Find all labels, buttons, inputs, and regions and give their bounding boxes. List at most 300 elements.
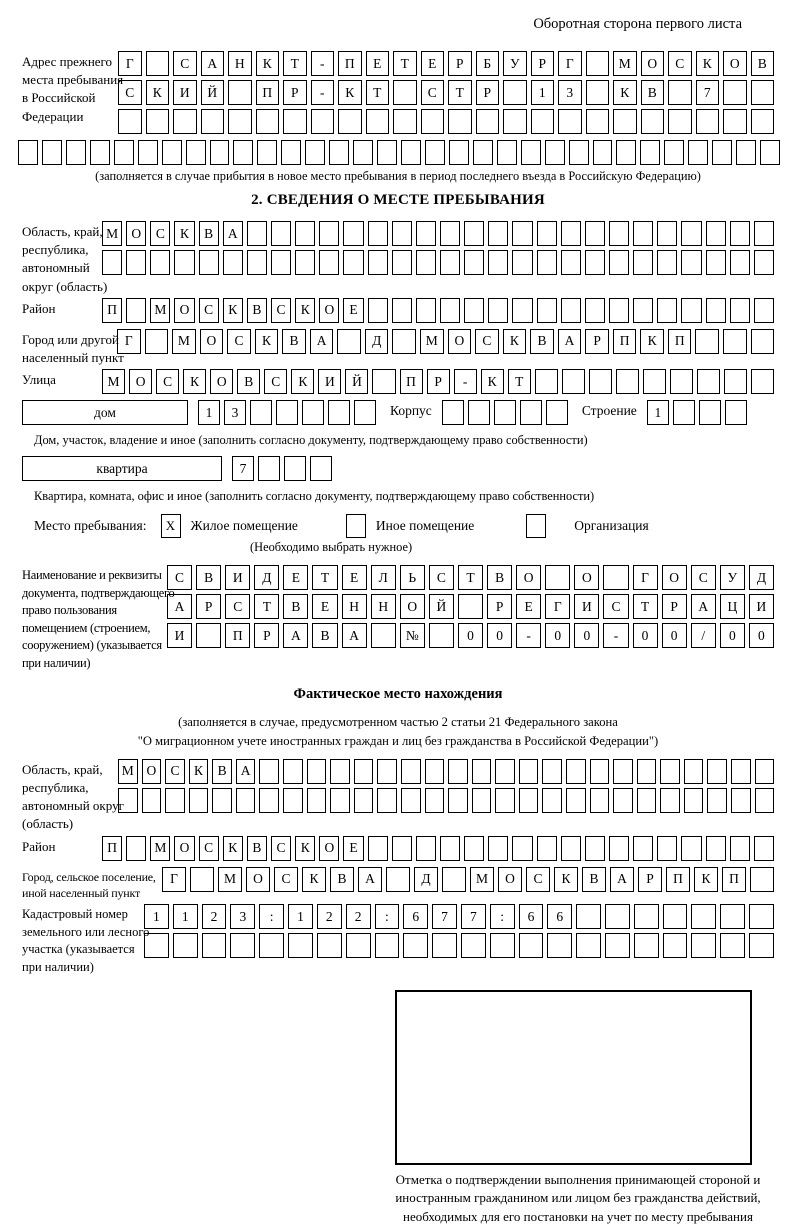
char-cell[interactable]: С bbox=[225, 594, 250, 619]
char-cell[interactable] bbox=[760, 140, 780, 165]
char-cell[interactable] bbox=[586, 51, 610, 76]
char-cell[interactable] bbox=[416, 836, 436, 861]
char-cell[interactable] bbox=[697, 369, 720, 394]
char-cell[interactable]: К bbox=[481, 369, 504, 394]
char-cell[interactable] bbox=[473, 140, 493, 165]
char-cell[interactable]: Е bbox=[343, 836, 363, 861]
char-cell[interactable] bbox=[695, 329, 719, 354]
char-cell[interactable] bbox=[660, 759, 680, 784]
char-cell[interactable] bbox=[259, 933, 284, 958]
char-cell[interactable]: С bbox=[264, 369, 287, 394]
char-cell[interactable] bbox=[490, 933, 515, 958]
char-cell[interactable] bbox=[114, 140, 134, 165]
char-cell[interactable] bbox=[545, 565, 570, 590]
char-cell[interactable] bbox=[755, 759, 775, 784]
char-cell[interactable] bbox=[346, 933, 371, 958]
char-cell[interactable] bbox=[684, 788, 704, 813]
char-cell[interactable]: А bbox=[236, 759, 256, 784]
char-cell[interactable] bbox=[337, 329, 361, 354]
char-cell[interactable]: Н bbox=[342, 594, 367, 619]
char-cell[interactable] bbox=[663, 904, 688, 929]
char-cell[interactable]: Й bbox=[201, 80, 225, 105]
char-cell[interactable]: М bbox=[102, 221, 122, 246]
char-cell[interactable] bbox=[681, 250, 701, 275]
char-cell[interactable] bbox=[512, 250, 532, 275]
char-cell[interactable] bbox=[668, 80, 692, 105]
char-cell[interactable]: Й bbox=[429, 594, 454, 619]
char-cell[interactable]: С bbox=[165, 759, 185, 784]
char-cell[interactable] bbox=[90, 140, 110, 165]
char-cell[interactable]: Н bbox=[228, 51, 252, 76]
char-cell[interactable]: Р bbox=[283, 80, 307, 105]
char-cell[interactable] bbox=[706, 250, 726, 275]
char-cell[interactable]: 7 bbox=[696, 80, 720, 105]
char-cell[interactable]: М bbox=[470, 867, 494, 892]
char-cell[interactable] bbox=[643, 369, 666, 394]
char-cell[interactable] bbox=[731, 788, 751, 813]
char-cell[interactable] bbox=[558, 109, 582, 134]
char-cell[interactable] bbox=[416, 221, 436, 246]
char-cell[interactable] bbox=[589, 369, 612, 394]
char-cell[interactable] bbox=[754, 250, 774, 275]
char-cell[interactable]: В bbox=[212, 759, 232, 784]
char-cell[interactable] bbox=[576, 933, 601, 958]
char-cell[interactable] bbox=[657, 836, 677, 861]
char-cell[interactable] bbox=[210, 140, 230, 165]
char-cell[interactable] bbox=[338, 109, 362, 134]
char-cell[interactable] bbox=[754, 836, 774, 861]
char-cell[interactable]: - bbox=[311, 51, 335, 76]
char-cell[interactable] bbox=[448, 788, 468, 813]
char-cell[interactable] bbox=[688, 140, 708, 165]
char-cell[interactable] bbox=[174, 250, 194, 275]
char-cell[interactable] bbox=[66, 140, 86, 165]
char-cell[interactable] bbox=[707, 759, 727, 784]
char-cell[interactable]: Т bbox=[283, 51, 307, 76]
char-cell[interactable] bbox=[202, 933, 227, 958]
char-cell[interactable]: К bbox=[338, 80, 362, 105]
char-cell[interactable]: К bbox=[554, 867, 578, 892]
char-cell[interactable] bbox=[730, 250, 750, 275]
char-cell[interactable] bbox=[464, 298, 484, 323]
char-cell[interactable]: Т bbox=[254, 594, 279, 619]
char-cell[interactable]: С bbox=[274, 867, 298, 892]
char-cell[interactable] bbox=[271, 221, 291, 246]
char-cell[interactable] bbox=[603, 565, 628, 590]
char-cell[interactable]: И bbox=[574, 594, 599, 619]
char-cell[interactable]: С bbox=[668, 51, 692, 76]
char-cell[interactable]: И bbox=[225, 565, 250, 590]
char-cell[interactable]: Г bbox=[545, 594, 570, 619]
char-cell[interactable]: Г bbox=[117, 329, 141, 354]
char-cell[interactable] bbox=[633, 221, 653, 246]
char-cell[interactable]: 0 bbox=[487, 623, 512, 648]
char-cell[interactable]: В bbox=[751, 51, 775, 76]
char-cell[interactable]: П bbox=[102, 298, 122, 323]
char-cell[interactable] bbox=[561, 221, 581, 246]
char-cell[interactable] bbox=[250, 400, 272, 425]
char-cell[interactable]: С bbox=[167, 565, 192, 590]
char-cell[interactable]: М bbox=[102, 369, 125, 394]
char-cell[interactable]: Р bbox=[662, 594, 687, 619]
char-cell[interactable] bbox=[377, 140, 397, 165]
char-cell[interactable] bbox=[146, 109, 170, 134]
char-cell[interactable] bbox=[138, 140, 158, 165]
char-cell[interactable] bbox=[375, 933, 400, 958]
char-cell[interactable]: Ь bbox=[400, 565, 425, 590]
char-cell[interactable]: А bbox=[691, 594, 716, 619]
char-cell[interactable]: Д bbox=[254, 565, 279, 590]
char-cell[interactable]: В bbox=[530, 329, 554, 354]
char-cell[interactable]: У bbox=[503, 51, 527, 76]
char-cell[interactable] bbox=[228, 80, 252, 105]
char-cell[interactable] bbox=[633, 298, 653, 323]
char-cell[interactable]: К bbox=[613, 80, 637, 105]
char-cell[interactable] bbox=[535, 369, 558, 394]
char-cell[interactable] bbox=[537, 221, 557, 246]
char-cell[interactable]: Т bbox=[448, 80, 472, 105]
char-cell[interactable]: Е bbox=[283, 565, 308, 590]
char-cell[interactable] bbox=[354, 400, 376, 425]
char-cell[interactable] bbox=[512, 221, 532, 246]
char-cell[interactable]: Й bbox=[345, 369, 368, 394]
char-cell[interactable] bbox=[585, 221, 605, 246]
char-cell[interactable]: А bbox=[283, 623, 308, 648]
char-cell[interactable]: Р bbox=[487, 594, 512, 619]
char-cell[interactable] bbox=[305, 140, 325, 165]
char-cell[interactable]: Е bbox=[421, 51, 445, 76]
char-cell[interactable] bbox=[421, 109, 445, 134]
char-cell[interactable]: 1 bbox=[173, 904, 198, 929]
char-cell[interactable] bbox=[353, 140, 373, 165]
char-cell[interactable]: К bbox=[295, 836, 315, 861]
char-cell[interactable]: К bbox=[291, 369, 314, 394]
char-cell[interactable] bbox=[228, 109, 252, 134]
stay-type-checkbox-organization[interactable] bbox=[526, 514, 546, 538]
char-cell[interactable] bbox=[201, 109, 225, 134]
char-cell[interactable]: П bbox=[722, 867, 746, 892]
char-cell[interactable] bbox=[590, 759, 610, 784]
char-cell[interactable] bbox=[223, 250, 243, 275]
char-cell[interactable] bbox=[440, 221, 460, 246]
char-cell[interactable] bbox=[233, 140, 253, 165]
char-cell[interactable]: О bbox=[126, 221, 146, 246]
char-cell[interactable] bbox=[569, 140, 589, 165]
char-cell[interactable]: С bbox=[603, 594, 628, 619]
char-cell[interactable] bbox=[247, 221, 267, 246]
char-cell[interactable]: П bbox=[338, 51, 362, 76]
char-cell[interactable] bbox=[681, 298, 701, 323]
char-cell[interactable] bbox=[392, 221, 412, 246]
char-cell[interactable]: Е bbox=[312, 594, 337, 619]
char-cell[interactable] bbox=[519, 933, 544, 958]
char-cell[interactable]: 1 bbox=[288, 904, 313, 929]
char-cell[interactable] bbox=[283, 759, 303, 784]
char-cell[interactable] bbox=[537, 298, 557, 323]
char-cell[interactable]: Р bbox=[427, 369, 450, 394]
char-cell[interactable] bbox=[531, 109, 555, 134]
char-cell[interactable]: К bbox=[694, 867, 718, 892]
char-cell[interactable]: К bbox=[295, 298, 315, 323]
char-cell[interactable] bbox=[468, 400, 490, 425]
char-cell[interactable]: О bbox=[516, 565, 541, 590]
char-cell[interactable] bbox=[368, 221, 388, 246]
char-cell[interactable]: К bbox=[146, 80, 170, 105]
char-cell[interactable]: Е bbox=[366, 51, 390, 76]
char-cell[interactable] bbox=[343, 250, 363, 275]
char-cell[interactable]: И bbox=[749, 594, 774, 619]
char-cell[interactable]: О bbox=[174, 836, 194, 861]
char-cell[interactable] bbox=[199, 250, 219, 275]
char-cell[interactable]: Т bbox=[393, 51, 417, 76]
char-cell[interactable] bbox=[736, 140, 756, 165]
char-cell[interactable] bbox=[512, 836, 532, 861]
char-cell[interactable] bbox=[616, 140, 636, 165]
char-cell[interactable] bbox=[283, 109, 307, 134]
char-cell[interactable]: О bbox=[662, 565, 687, 590]
char-cell[interactable]: О bbox=[319, 298, 339, 323]
char-cell[interactable]: 3 bbox=[230, 904, 255, 929]
char-cell[interactable] bbox=[368, 250, 388, 275]
char-cell[interactable]: С bbox=[429, 565, 454, 590]
char-cell[interactable] bbox=[295, 221, 315, 246]
char-cell[interactable] bbox=[449, 140, 469, 165]
char-cell[interactable]: Р bbox=[476, 80, 500, 105]
char-cell[interactable] bbox=[605, 933, 630, 958]
char-cell[interactable] bbox=[42, 140, 62, 165]
char-cell[interactable] bbox=[706, 221, 726, 246]
char-cell[interactable]: В bbox=[330, 867, 354, 892]
char-cell[interactable] bbox=[212, 788, 232, 813]
char-cell[interactable] bbox=[537, 250, 557, 275]
char-cell[interactable]: К bbox=[696, 51, 720, 76]
char-cell[interactable] bbox=[609, 250, 629, 275]
char-cell[interactable] bbox=[670, 369, 693, 394]
char-cell[interactable] bbox=[657, 221, 677, 246]
char-cell[interactable] bbox=[464, 221, 484, 246]
char-cell[interactable]: 0 bbox=[545, 623, 570, 648]
char-cell[interactable] bbox=[102, 250, 122, 275]
char-cell[interactable]: Т bbox=[366, 80, 390, 105]
char-cell[interactable]: 2 bbox=[346, 904, 371, 929]
char-cell[interactable] bbox=[691, 904, 716, 929]
char-cell[interactable] bbox=[561, 836, 581, 861]
char-cell[interactable]: : bbox=[490, 904, 515, 929]
char-cell[interactable] bbox=[186, 140, 206, 165]
char-cell[interactable]: О bbox=[574, 565, 599, 590]
char-cell[interactable]: Д bbox=[365, 329, 389, 354]
char-cell[interactable] bbox=[307, 788, 327, 813]
char-cell[interactable] bbox=[613, 109, 637, 134]
char-cell[interactable] bbox=[664, 140, 684, 165]
char-cell[interactable] bbox=[283, 788, 303, 813]
char-cell[interactable]: Ц bbox=[720, 594, 745, 619]
char-cell[interactable] bbox=[546, 400, 568, 425]
char-cell[interactable] bbox=[723, 109, 747, 134]
char-cell[interactable] bbox=[488, 836, 508, 861]
char-cell[interactable]: В bbox=[582, 867, 606, 892]
char-cell[interactable]: - bbox=[516, 623, 541, 648]
char-cell[interactable] bbox=[633, 836, 653, 861]
char-cell[interactable] bbox=[613, 788, 633, 813]
char-cell[interactable] bbox=[512, 298, 532, 323]
char-cell[interactable] bbox=[442, 867, 466, 892]
char-cell[interactable] bbox=[276, 400, 298, 425]
char-cell[interactable] bbox=[256, 109, 280, 134]
char-cell[interactable] bbox=[319, 221, 339, 246]
char-cell[interactable] bbox=[730, 298, 750, 323]
char-cell[interactable] bbox=[190, 867, 214, 892]
char-cell[interactable] bbox=[520, 400, 542, 425]
char-cell[interactable] bbox=[593, 140, 613, 165]
char-cell[interactable] bbox=[754, 298, 774, 323]
char-cell[interactable] bbox=[401, 140, 421, 165]
char-cell[interactable]: Д bbox=[414, 867, 438, 892]
char-cell[interactable]: А bbox=[167, 594, 192, 619]
char-cell[interactable] bbox=[173, 933, 198, 958]
char-cell[interactable] bbox=[542, 759, 562, 784]
char-cell[interactable] bbox=[448, 109, 472, 134]
char-cell[interactable]: 0 bbox=[662, 623, 687, 648]
char-cell[interactable] bbox=[372, 369, 395, 394]
char-cell[interactable]: 6 bbox=[403, 904, 428, 929]
char-cell[interactable] bbox=[173, 109, 197, 134]
char-cell[interactable] bbox=[393, 80, 417, 105]
char-cell[interactable] bbox=[754, 221, 774, 246]
char-cell[interactable] bbox=[724, 369, 747, 394]
char-cell[interactable] bbox=[637, 759, 657, 784]
char-cell[interactable]: 2 bbox=[317, 904, 342, 929]
char-cell[interactable] bbox=[401, 759, 421, 784]
char-cell[interactable]: Е bbox=[516, 594, 541, 619]
char-cell[interactable]: Г bbox=[118, 51, 142, 76]
char-cell[interactable] bbox=[311, 109, 335, 134]
char-cell[interactable] bbox=[295, 250, 315, 275]
char-cell[interactable] bbox=[329, 140, 349, 165]
char-cell[interactable] bbox=[458, 594, 483, 619]
char-cell[interactable] bbox=[699, 400, 721, 425]
char-cell[interactable] bbox=[144, 933, 169, 958]
char-cell[interactable]: У bbox=[720, 565, 745, 590]
char-cell[interactable]: М bbox=[172, 329, 196, 354]
char-cell[interactable] bbox=[634, 904, 659, 929]
char-cell[interactable] bbox=[247, 250, 267, 275]
char-cell[interactable] bbox=[725, 400, 747, 425]
char-cell[interactable] bbox=[377, 759, 397, 784]
char-cell[interactable] bbox=[392, 329, 416, 354]
char-cell[interactable] bbox=[354, 788, 374, 813]
char-cell[interactable] bbox=[731, 759, 751, 784]
char-cell[interactable]: С bbox=[118, 80, 142, 105]
char-cell[interactable]: 7 bbox=[432, 904, 457, 929]
char-cell[interactable] bbox=[751, 80, 775, 105]
char-cell[interactable] bbox=[609, 221, 629, 246]
char-cell[interactable]: К bbox=[174, 221, 194, 246]
char-cell[interactable] bbox=[310, 456, 332, 481]
char-cell[interactable] bbox=[585, 836, 605, 861]
char-cell[interactable] bbox=[162, 140, 182, 165]
char-cell[interactable]: С bbox=[271, 298, 291, 323]
char-cell[interactable]: 1 bbox=[198, 400, 220, 425]
char-cell[interactable]: А bbox=[223, 221, 243, 246]
char-cell[interactable] bbox=[343, 221, 363, 246]
char-cell[interactable] bbox=[118, 109, 142, 134]
char-cell[interactable] bbox=[586, 109, 610, 134]
char-cell[interactable]: А bbox=[201, 51, 225, 76]
char-cell[interactable]: О bbox=[448, 329, 472, 354]
char-cell[interactable]: С bbox=[199, 298, 219, 323]
char-cell[interactable]: В bbox=[282, 329, 306, 354]
char-cell[interactable]: Т bbox=[458, 565, 483, 590]
char-cell[interactable] bbox=[259, 759, 279, 784]
char-cell[interactable]: С bbox=[173, 51, 197, 76]
char-cell[interactable]: М bbox=[118, 759, 138, 784]
char-cell[interactable] bbox=[749, 904, 774, 929]
char-cell[interactable] bbox=[519, 759, 539, 784]
char-cell[interactable]: В bbox=[247, 836, 267, 861]
char-cell[interactable]: 1 bbox=[144, 904, 169, 929]
char-cell[interactable] bbox=[464, 250, 484, 275]
char-cell[interactable]: Р bbox=[254, 623, 279, 648]
char-cell[interactable]: 0 bbox=[633, 623, 658, 648]
char-cell[interactable] bbox=[368, 836, 388, 861]
char-cell[interactable] bbox=[605, 904, 630, 929]
char-cell[interactable]: Р bbox=[196, 594, 221, 619]
char-cell[interactable] bbox=[328, 400, 350, 425]
char-cell[interactable] bbox=[633, 250, 653, 275]
char-cell[interactable] bbox=[230, 933, 255, 958]
char-cell[interactable] bbox=[634, 933, 659, 958]
char-cell[interactable] bbox=[145, 329, 169, 354]
char-cell[interactable] bbox=[521, 140, 541, 165]
char-cell[interactable]: 0 bbox=[574, 623, 599, 648]
char-cell[interactable]: О bbox=[246, 867, 270, 892]
char-cell[interactable] bbox=[609, 298, 629, 323]
char-cell[interactable] bbox=[440, 250, 460, 275]
char-cell[interactable] bbox=[271, 250, 291, 275]
char-cell[interactable]: Д bbox=[749, 565, 774, 590]
char-cell[interactable]: О bbox=[498, 867, 522, 892]
char-cell[interactable] bbox=[472, 759, 492, 784]
char-cell[interactable]: К bbox=[503, 329, 527, 354]
char-cell[interactable]: Г bbox=[558, 51, 582, 76]
char-cell[interactable] bbox=[416, 250, 436, 275]
char-cell[interactable]: С bbox=[526, 867, 550, 892]
char-cell[interactable] bbox=[288, 933, 313, 958]
char-cell[interactable]: П bbox=[666, 867, 690, 892]
char-cell[interactable]: Т bbox=[508, 369, 531, 394]
char-cell[interactable] bbox=[637, 788, 657, 813]
char-cell[interactable]: Г bbox=[162, 867, 186, 892]
char-cell[interactable] bbox=[684, 759, 704, 784]
char-cell[interactable] bbox=[429, 623, 454, 648]
char-cell[interactable] bbox=[707, 788, 727, 813]
char-cell[interactable]: П bbox=[613, 329, 637, 354]
char-cell[interactable]: С bbox=[199, 836, 219, 861]
char-cell[interactable]: 0 bbox=[720, 623, 745, 648]
char-cell[interactable] bbox=[691, 933, 716, 958]
char-cell[interactable]: Г bbox=[633, 565, 658, 590]
char-cell[interactable] bbox=[142, 788, 162, 813]
char-cell[interactable]: / bbox=[691, 623, 716, 648]
char-cell[interactable]: 1 bbox=[647, 400, 669, 425]
char-cell[interactable] bbox=[641, 109, 665, 134]
char-cell[interactable] bbox=[720, 904, 745, 929]
char-cell[interactable]: О bbox=[210, 369, 233, 394]
char-cell[interactable] bbox=[609, 836, 629, 861]
char-cell[interactable]: А bbox=[310, 329, 334, 354]
char-cell[interactable] bbox=[585, 250, 605, 275]
